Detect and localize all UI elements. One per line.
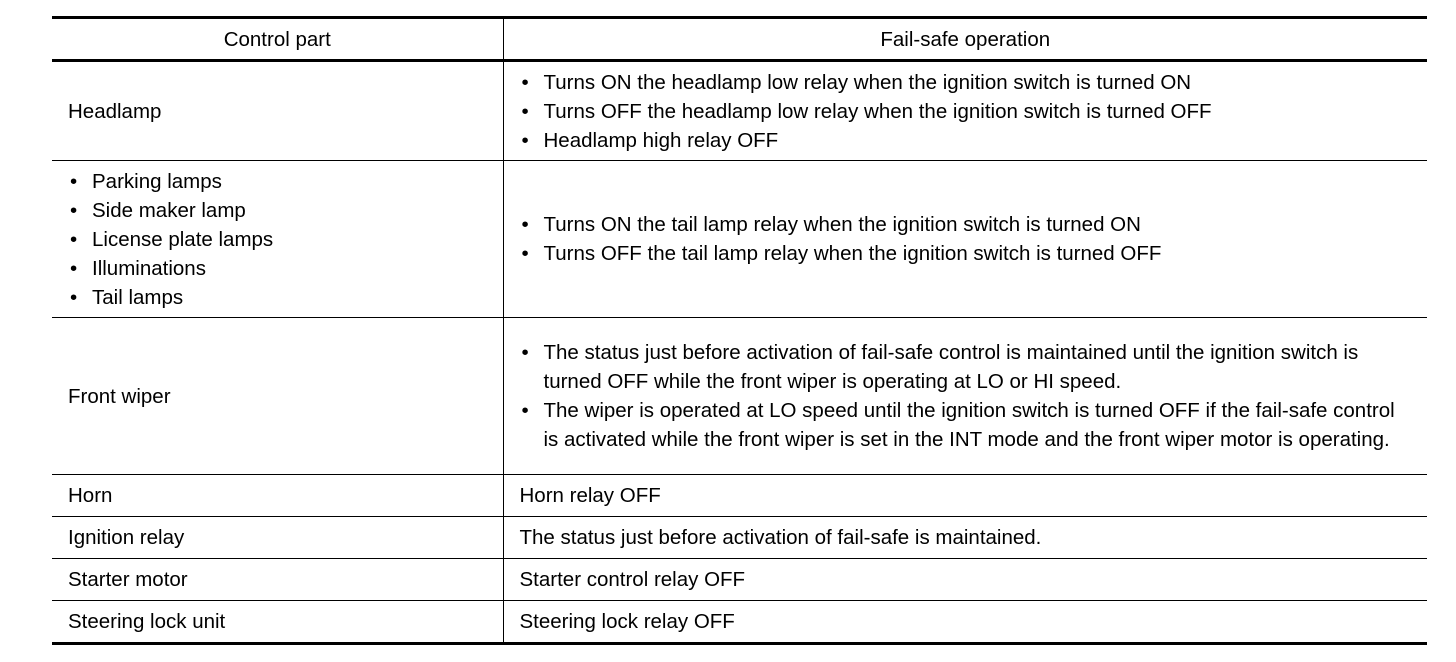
operation-cell <box>503 161 1427 318</box>
operation-cell: Starter control relay OFF <box>503 559 1427 601</box>
operation-cell: The status just before activation of fail-safe is maintained. <box>503 517 1427 559</box>
bullet-icon: • <box>521 99 529 123</box>
operation-cell: Horn relay OFF <box>503 475 1427 517</box>
control-part-cell: Front wiper <box>52 318 503 475</box>
list-item <box>520 126 1416 155</box>
bullet-icon: • <box>70 169 78 193</box>
list-item <box>520 396 1416 454</box>
list-item <box>68 283 491 312</box>
list-item <box>68 196 491 225</box>
operation-list <box>520 68 1416 155</box>
control-part-list <box>68 167 491 312</box>
list-item <box>520 210 1416 239</box>
list-item <box>520 97 1416 126</box>
control-part-text: Illuminations <box>92 256 206 280</box>
control-part-cell: Steering lock unit <box>52 601 503 644</box>
operation-text: Turns ON the tail lamp relay when the ignition switch is turned ON <box>543 213 1141 236</box>
table-row <box>52 475 1427 517</box>
operation-cell <box>503 318 1427 475</box>
list-item <box>68 167 491 196</box>
operation-text: Turns ON the headlamp low relay when the ignition switch is turned ON <box>543 70 1192 94</box>
operation-text: The status just before activation of fail-safe control is maintained until the ignition switch is turned OFF while the front wiper is operating at LO or HI speed. <box>543 341 1359 393</box>
operation-text: Headlamp high relay OFF <box>543 128 779 152</box>
bullet-icon: • <box>521 70 529 94</box>
table-row <box>52 517 1427 559</box>
control-part-text: Side maker lamp <box>92 198 246 222</box>
operation-text: Turns OFF the tail lamp relay when the ignition switch is turned OFF <box>543 242 1162 265</box>
bullet-icon: • <box>521 128 529 152</box>
bullet-icon: • <box>521 213 529 236</box>
list-item <box>520 338 1416 396</box>
table-row <box>52 318 1427 475</box>
table-row <box>52 601 1427 644</box>
operation-list <box>520 338 1416 454</box>
control-part-cell: Starter motor <box>52 559 503 601</box>
header-row <box>52 18 1427 61</box>
control-part-text: Parking lamps <box>92 169 222 193</box>
bullet-icon: • <box>70 285 78 309</box>
bullet-icon: • <box>70 256 78 280</box>
operation-text: The wiper is operated at LO speed until the ignition switch is turned OFF if the fail-safe control is activated while the front wiper is set in the INT mode and the front wiper motor is operating. <box>543 399 1395 451</box>
list-item <box>68 254 491 283</box>
header-control-part: Control part <box>52 18 503 61</box>
list-item <box>520 239 1416 268</box>
control-part-cell <box>52 161 503 318</box>
control-part-cell: Ignition relay <box>52 517 503 559</box>
list-item <box>68 225 491 254</box>
bullet-icon: • <box>70 227 78 251</box>
control-part-cell: Headlamp <box>52 61 503 161</box>
operation-text: Turns OFF the headlamp low relay when the ignition switch is turned OFF <box>543 99 1212 123</box>
operation-cell: Steering lock relay OFF <box>503 601 1427 644</box>
table-row <box>52 559 1427 601</box>
bullet-icon: • <box>70 198 78 222</box>
bullet-icon: • <box>521 341 529 364</box>
list-item <box>520 68 1416 97</box>
control-part-text: Tail lamps <box>92 285 184 309</box>
operation-list <box>520 210 1416 268</box>
table-row <box>52 161 1427 318</box>
fail-safe-table <box>52 16 1427 645</box>
bullet-icon: • <box>521 242 529 265</box>
header-fail-safe-operation: Fail-safe operation <box>503 18 1427 61</box>
bullet-icon: • <box>521 399 529 422</box>
operation-cell <box>503 61 1427 161</box>
control-part-text: License plate lamps <box>92 227 274 251</box>
table-row <box>52 61 1427 161</box>
control-part-cell: Horn <box>52 475 503 517</box>
